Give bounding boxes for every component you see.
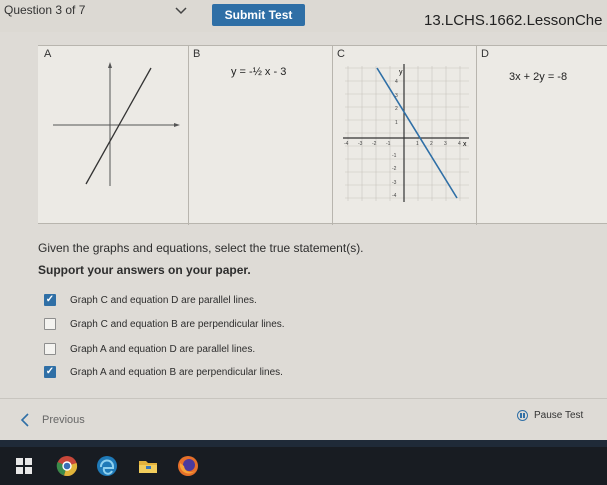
graph-a-y-arrow <box>108 62 112 68</box>
graph-a-x-arrow <box>174 123 180 127</box>
option-4[interactable] <box>44 364 283 380</box>
edge-icon[interactable] <box>96 455 118 477</box>
graph-c-x-tick-neg2: -2 <box>372 141 377 147</box>
option-3-text: Graph A and equation D are parallel lines. <box>70 343 256 355</box>
pause-test-button[interactable] <box>517 410 583 421</box>
graph-c-y-tick-neg2: -2 <box>392 166 397 172</box>
option-2-text: Graph C and equation B are perpendicular lines. <box>70 318 285 330</box>
firefox-icon[interactable] <box>177 455 199 477</box>
panel-a <box>38 46 188 225</box>
graph-c <box>333 46 477 225</box>
browser-bottom-edge <box>0 440 607 447</box>
graph-c-x-axis-label: x <box>463 141 467 148</box>
graph-c-y-tick-2: 2 <box>395 106 398 112</box>
panel-b <box>188 46 332 225</box>
option-1[interactable] <box>44 292 257 308</box>
chrome-icon[interactable] <box>56 455 78 477</box>
header-bar <box>0 0 607 32</box>
previous-button[interactable] <box>20 413 85 427</box>
option-3[interactable] <box>44 341 255 357</box>
graph-c-x-tick-neg4: -4 <box>344 141 349 147</box>
graph-c-x-tick-2: 2 <box>430 141 433 147</box>
graph-panels <box>38 45 607 224</box>
checkbox-checked[interactable]: ✓ <box>45 294 55 305</box>
option-1-text: Graph C and equation D are parallel lines. <box>70 294 257 306</box>
submit-test-button[interactable]: Submit Test <box>212 4 305 26</box>
checkbox-unchecked[interactable] <box>44 343 56 355</box>
graph-c-y-tick-4: 4 <box>395 79 398 85</box>
graph-c-x-tick-1: 1 <box>416 141 419 147</box>
previous-label: Previous <box>42 414 85 426</box>
graph-c-tick-labels <box>344 79 461 199</box>
windows-start-icon[interactable] <box>16 458 32 474</box>
panel-c-label: C <box>337 48 345 60</box>
file-explorer-icon[interactable] <box>137 455 159 477</box>
panel-c <box>332 46 476 225</box>
equation-b: y = -½ x - 3 <box>231 66 287 78</box>
chevron-left-icon <box>20 413 30 427</box>
graph-c-grid <box>345 66 469 201</box>
graph-c-y-tick-1: 1 <box>395 120 398 126</box>
pause-icon <box>517 410 528 421</box>
panel-a-label: A <box>44 48 52 60</box>
graph-c-x-tick-neg3: -3 <box>358 141 363 147</box>
equation-d: 3x + 2y = -8 <box>509 71 568 83</box>
pause-label: Pause Test <box>534 410 584 421</box>
option-4-text: Graph A and equation B are perpendicular lines. <box>70 366 283 378</box>
graph-c-x-tick-3: 3 <box>444 141 447 147</box>
panel-b-label: B <box>193 48 201 60</box>
graph-c-y-tick-neg3: -3 <box>392 180 397 186</box>
panel-d-label: D <box>481 48 489 60</box>
chevron-down-icon[interactable] <box>174 5 188 17</box>
panel-d <box>476 46 607 225</box>
graph-c-y-axis-label: y <box>399 69 403 76</box>
question-prompt: Given the graphs and equations, select the true statement(s). <box>38 241 364 255</box>
graph-c-x-tick-neg1: -1 <box>386 141 391 147</box>
lesson-title: 13.LCHS.1662.LessonChe <box>424 12 603 29</box>
graph-c-y-tick-neg4: -4 <box>392 193 397 199</box>
graph-c-y-tick-neg1: -1 <box>392 153 397 159</box>
option-2[interactable] <box>44 316 285 332</box>
graph-c-x-tick-4: 4 <box>458 141 461 147</box>
windows-taskbar <box>0 447 607 485</box>
checkbox-checked[interactable]: ✓ <box>45 366 55 377</box>
graph-a <box>38 46 188 225</box>
graph-c-y-tick-3: 3 <box>395 93 398 99</box>
graph-a-line <box>86 68 151 184</box>
support-instruction: Support your answers on your paper. <box>38 263 251 277</box>
question-counter: Question 3 of 7 <box>4 3 86 17</box>
checkbox-unchecked[interactable] <box>44 318 56 330</box>
footer-divider <box>0 398 607 399</box>
